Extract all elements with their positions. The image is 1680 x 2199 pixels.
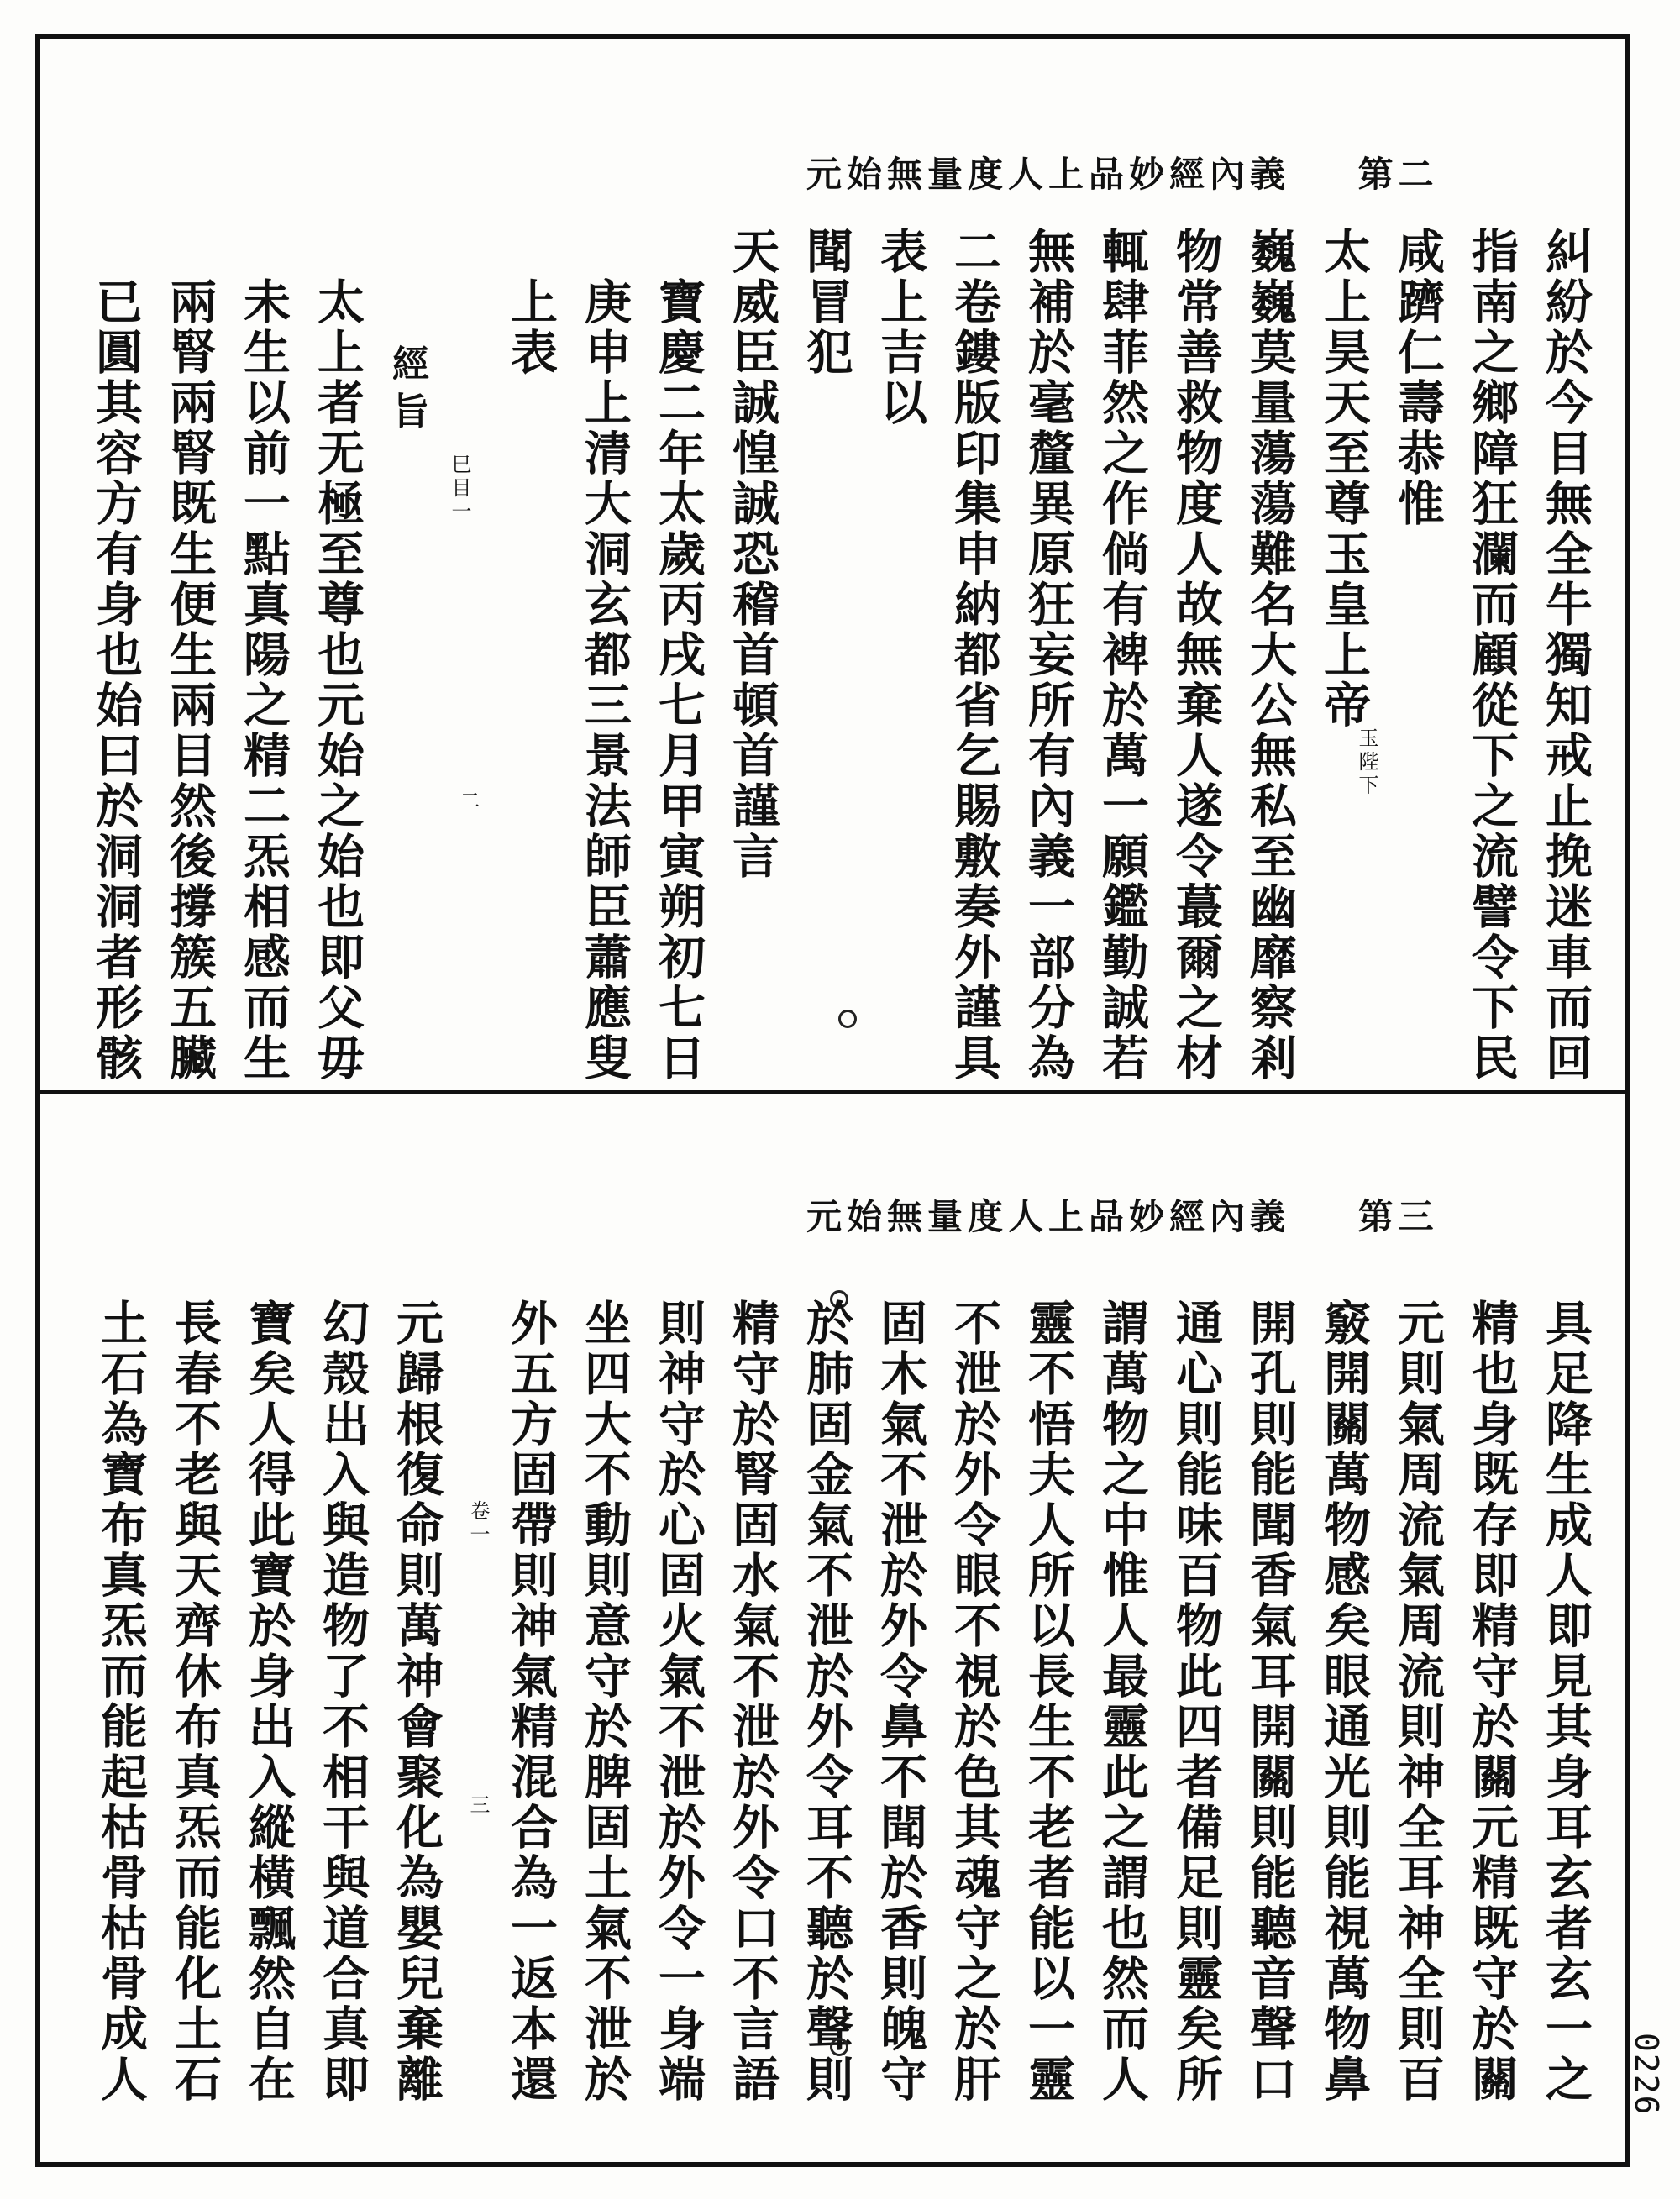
text-column: 靈不悟夫人所以長生不老者能以一靈 [1021, 1299, 1076, 2105]
text-column: 寶矣人得此寶於身出入縱橫飄然自在 [241, 1299, 297, 2105]
page-divider [40, 1090, 1625, 1094]
text-column: 坐四大不動則意守於脾固土氣不泄於 [577, 1299, 633, 2105]
text-column: 輒肆菲然之作倘有裨於萬一願鑑勤誠若 [1095, 227, 1150, 1084]
text-column: 元歸根復命則萬神會聚化為嬰兒棄離 [389, 1299, 444, 2105]
text-column: 表上吉以 [873, 227, 928, 428]
bottom-page-header [806, 1189, 1439, 1240]
text-column: 固木氣不泄於外令鼻不聞於香則魄守 [873, 1299, 928, 2105]
margin-note: 巳目一 [448, 454, 471, 524]
text-column: 物常善救物度人故無棄人遂令蕞爾之材 [1168, 227, 1224, 1084]
text-column: 聞冒犯 [799, 227, 854, 378]
top-page-header [806, 147, 1439, 197]
bottom-header-title: 元始無量度人上品妙經內義 [806, 1196, 1291, 1237]
text-column: 通心則能味百物此四者備足則靈矣所 [1168, 1299, 1224, 2105]
text-column: 指南之鄉障狂瀾而顧從下之流譬令下民 [1464, 227, 1520, 1084]
text-column: 開孔則能聞香氣耳開關則能聽音聲口 [1242, 1299, 1298, 2105]
margin-mark: 三 [466, 1794, 490, 1818]
text-column: 精守於腎固水氣不泄於外令口不言語 [725, 1299, 780, 2105]
text-column: 元則氣周流氣周流則神全耳神全則百 [1390, 1299, 1446, 2105]
text-column: 未生以前一點真陽之精二炁相感而生 [236, 277, 291, 1084]
text-column: 於肺固金氣不泄於外令耳不聽於聲則 [799, 1299, 854, 2105]
text-column: 糾紛於今目無全牛獨知戒止挽迷車而回 [1538, 227, 1593, 1084]
text-column: 已圓其容方有身也始曰於洞洞者形骸 [88, 277, 144, 1084]
punctuation-circle [838, 1010, 857, 1028]
text-column: 則神守於心固火氣不泄於外令一身端 [651, 1299, 706, 2105]
text-column: 上表 [503, 277, 559, 378]
section-heading: 經旨 [386, 344, 428, 438]
text-column: 幻殼出入與造物了不相干與道合真即 [315, 1299, 370, 2105]
text-column: 謂萬物之中惟人最靈此之謂也然而人 [1095, 1299, 1150, 2105]
top-header-section: 第二 [1357, 154, 1439, 195]
margin-note: 卷一 [466, 1500, 490, 1547]
text-column: 庚申上清大洞玄都三景法師臣蕭應叟 [577, 277, 633, 1084]
text-column: 太上昊天至尊玉皇上帝 [1316, 227, 1372, 731]
top-header-title: 元始無量度人上品妙經內義 [806, 154, 1291, 195]
text-column: 長春不老與天齊休布真炁而能化土石 [167, 1299, 223, 2105]
margin-mark: 二 [456, 790, 480, 813]
text-column: 寶慶二年太歲丙戌七月甲寅朔初七日 [651, 277, 706, 1084]
inline-note: 玉陛下 [1355, 727, 1378, 798]
text-column: 具足降生成人即見其身耳玄者玄一之 [1538, 1299, 1593, 2105]
text-column: 外五方固帶則神氣精混合為一返本還 [503, 1299, 559, 2105]
text-column: 竅開關萬物感矣眼通光則能視萬物鼻 [1316, 1299, 1372, 2105]
bottom-header-section: 第三 [1357, 1196, 1439, 1237]
text-column: 太上者无極至尊也元始之始也即父毋 [310, 277, 365, 1084]
top-page [50, 50, 1614, 1089]
page-number: 0226 [1628, 2033, 1665, 2117]
text-column: 兩腎兩腎既生便生兩目然後撐簇五臟 [162, 277, 218, 1084]
text-column: 精也身既存即精守於關元精既守於關 [1464, 1299, 1520, 2105]
text-column: 咸躋仁壽恭惟 [1390, 227, 1446, 529]
text-column: 土石為寶布真炁而能起枯骨枯骨成人 [93, 1299, 149, 2105]
text-column: 二卷鏤版印集申納都省乞賜敷奏外謹具 [947, 227, 1002, 1084]
punctuation-circle [830, 2038, 848, 2056]
text-column: 不泄於外令眼不視於色其魂守之於肝 [947, 1299, 1002, 2105]
text-column: 天威臣誠惶誠恐稽首頓首謹言 [725, 227, 780, 882]
text-column: 巍巍莫量蕩蕩難名大公無私至幽靡察剎 [1242, 227, 1298, 1084]
bottom-page [50, 1097, 1614, 2150]
text-column: 無補於毫釐異原狂妄所有內義一部分為 [1021, 227, 1076, 1084]
